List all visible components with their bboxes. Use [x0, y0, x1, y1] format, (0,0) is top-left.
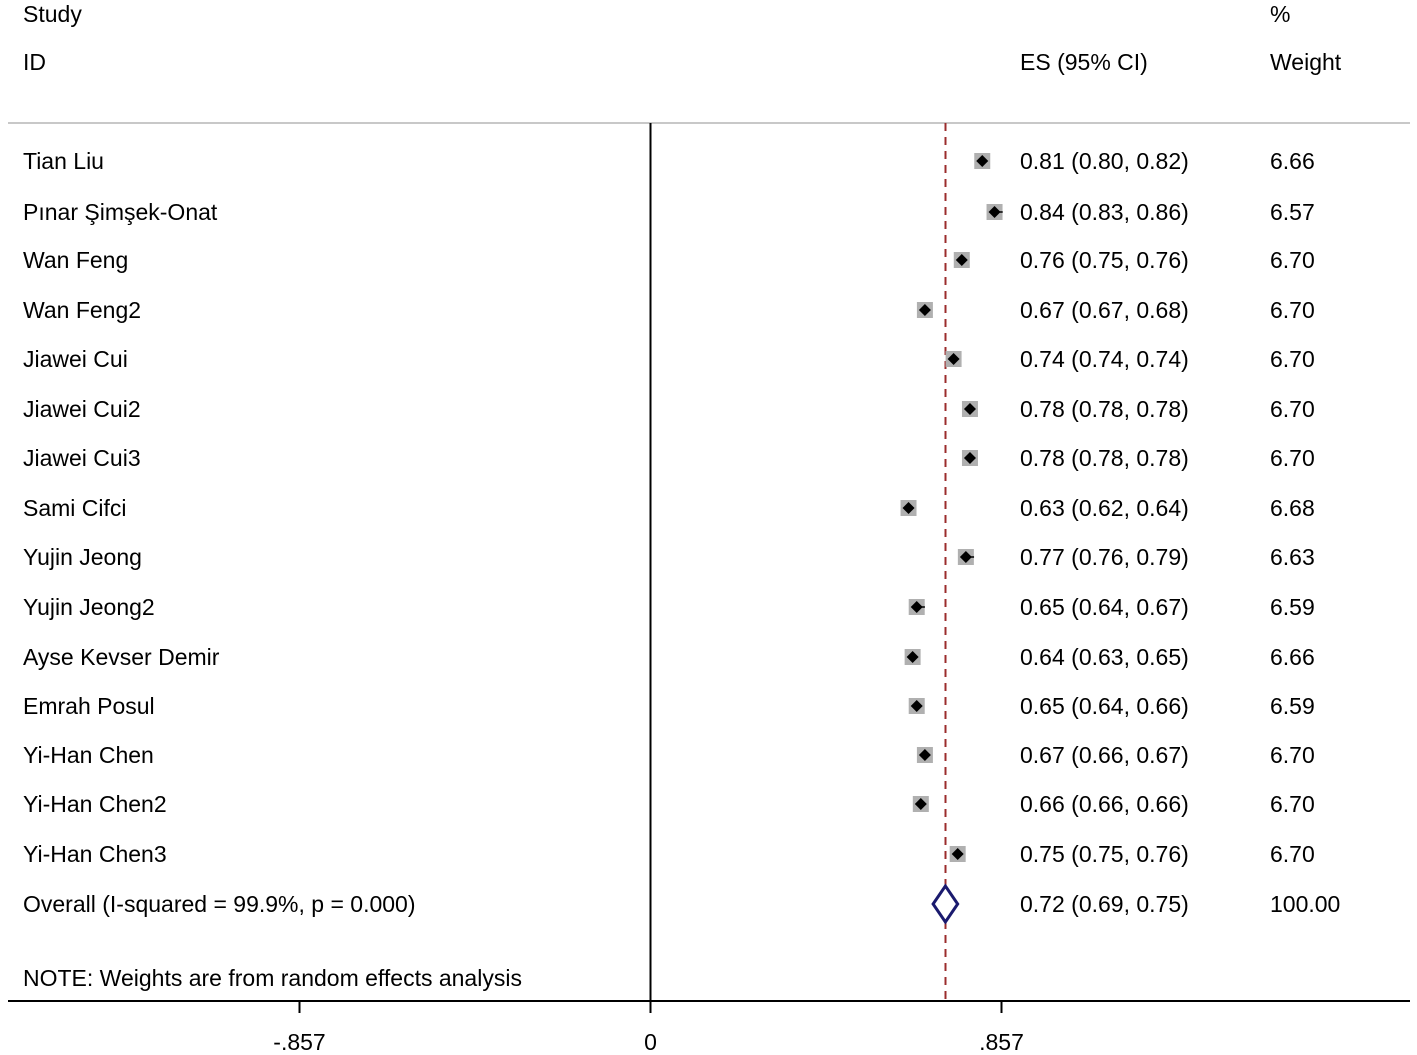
study-name: Jiawei Cui3	[23, 445, 141, 471]
header-id: ID	[23, 49, 46, 75]
study-weight: 6.70	[1270, 346, 1315, 372]
study-weight: 6.70	[1270, 396, 1315, 422]
study-weight: 6.59	[1270, 693, 1315, 719]
study-name: Sami Cifci	[23, 495, 127, 521]
study-es-label: 0.81 (0.80, 0.82)	[1020, 148, 1189, 174]
x-axis-ticks	[273, 1001, 1024, 1055]
study-name: Jiawei Cui2	[23, 396, 141, 422]
study-weight: 6.70	[1270, 247, 1315, 273]
x-tick-label: -.857	[273, 1029, 326, 1055]
overall-weight: 100.00	[1270, 891, 1341, 917]
overall-es-label: 0.72 (0.69, 0.75)	[1020, 891, 1189, 917]
study-es-label: 0.67 (0.66, 0.67)	[1020, 742, 1189, 768]
study-name: Wan Feng	[23, 247, 129, 273]
study-es-label: 0.64 (0.63, 0.65)	[1020, 644, 1189, 670]
study-name: Pınar Şimşek-Onat	[23, 199, 218, 225]
study-weight: 6.66	[1270, 644, 1315, 670]
study-weight: 6.70	[1270, 742, 1315, 768]
study-rows	[23, 148, 1340, 922]
study-weight: 6.70	[1270, 841, 1315, 867]
study-weight: 6.70	[1270, 445, 1315, 471]
study-weight: 6.70	[1270, 297, 1315, 323]
study-es-label: 0.78 (0.78, 0.78)	[1020, 396, 1189, 422]
study-weight: 6.66	[1270, 148, 1315, 174]
study-name: Ayse Kevser Demir	[23, 644, 220, 670]
overall-diamond	[933, 886, 958, 922]
study-name: Emrah Posul	[23, 693, 155, 719]
study-es-label: 0.75 (0.75, 0.76)	[1020, 841, 1189, 867]
header-weight: Weight	[1270, 49, 1342, 75]
study-es-label: 0.76 (0.75, 0.76)	[1020, 247, 1189, 273]
study-es-label: 0.63 (0.62, 0.64)	[1020, 495, 1189, 521]
study-name: Yi-Han Chen	[23, 742, 154, 768]
header-percent: %	[1270, 1, 1291, 27]
study-es-label: 0.65 (0.64, 0.66)	[1020, 693, 1189, 719]
study-weight: 6.68	[1270, 495, 1315, 521]
study-es-label: 0.74 (0.74, 0.74)	[1020, 346, 1189, 372]
study-es-label: 0.77 (0.76, 0.79)	[1020, 544, 1189, 570]
note: NOTE: Weights are from random effects analysis	[23, 965, 522, 991]
study-name: Jiawei Cui	[23, 346, 128, 372]
study-es-label: 0.66 (0.66, 0.66)	[1020, 791, 1189, 817]
study-weight: 6.70	[1270, 791, 1315, 817]
study-es-label: 0.65 (0.64, 0.67)	[1020, 594, 1189, 620]
x-tick-label: .857	[979, 1029, 1024, 1055]
study-weight: 6.63	[1270, 544, 1315, 570]
study-name: Yi-Han Chen2	[23, 791, 167, 817]
study-es-label: 0.84 (0.83, 0.86)	[1020, 199, 1189, 225]
study-name: Tian Liu	[23, 148, 104, 174]
header-study: Study	[23, 1, 82, 27]
overall-name: Overall (I-squared = 99.9%, p = 0.000)	[23, 891, 416, 917]
study-es-label: 0.78 (0.78, 0.78)	[1020, 445, 1189, 471]
study-name: Yujin Jeong2	[23, 594, 155, 620]
study-name: Wan Feng2	[23, 297, 142, 323]
x-tick-label: 0	[644, 1029, 657, 1055]
study-es-label: 0.67 (0.67, 0.68)	[1020, 297, 1189, 323]
study-name: Yujin Jeong	[23, 544, 142, 570]
header-es: ES (95% CI)	[1020, 49, 1148, 75]
study-weight: 6.59	[1270, 594, 1315, 620]
study-name: Yi-Han Chen3	[23, 841, 167, 867]
study-weight: 6.57	[1270, 199, 1315, 225]
